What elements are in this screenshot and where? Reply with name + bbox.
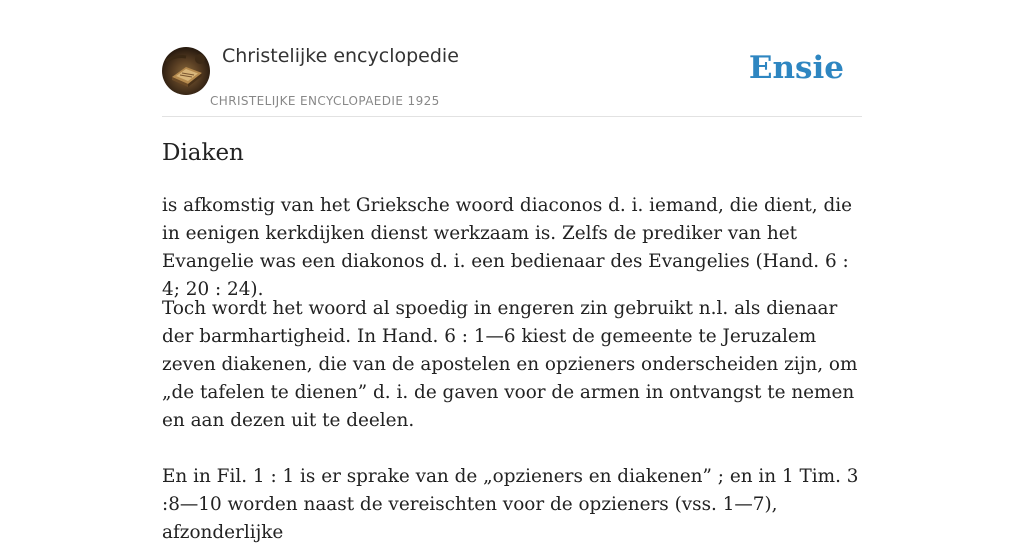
- article-paragraph-1: is afkomstig van het Grieksche woord diaconos d. i. iemand, die dient, die in eenigen kerkdijken dienst werkzaam is. Zelfs de prediker van het Evangelie was een diakonos d. i. een bedienaar des Evangelies (Hand. 6 : 4; 20 : 24).: [162, 195, 853, 300]
- article-title: Diaken: [162, 140, 244, 166]
- article-paragraph-2: Toch wordt het woord al spoedig in engeren zin gebruikt n.l. als dienaar der barmhartigheid. In Hand. 6 : 1—6 kiest de gemeente te Jeruzalem zeven diakenen, die van de apostelen en opzieners onderscheiden zijn, om „de tafelen te dienen” d. i. de gaven voor de armen in ontvangst te nemen en aan dezen uit te deelen.: [162, 298, 858, 431]
- page: [162, 0, 862, 543]
- brand-logo-link[interactable]: Ensie: [748, 50, 844, 86]
- source-subtitle: CHRISTELIJKE ENCYCLOPAEDIE 1925: [210, 94, 440, 108]
- book-thumbnail-icon[interactable]: [162, 47, 210, 95]
- source-title[interactable]: Christelijke encyclopedie: [222, 45, 459, 67]
- article-paragraph-3: En in Fil. 1 : 1 is er sprake van de „opzieners en diakenen” ; en in 1 Tim. 3 :8—10 worden naast de vereischten voor de opzieners (vss. 1—7), afzonderlijke: [162, 466, 859, 543]
- header: [162, 0, 862, 117]
